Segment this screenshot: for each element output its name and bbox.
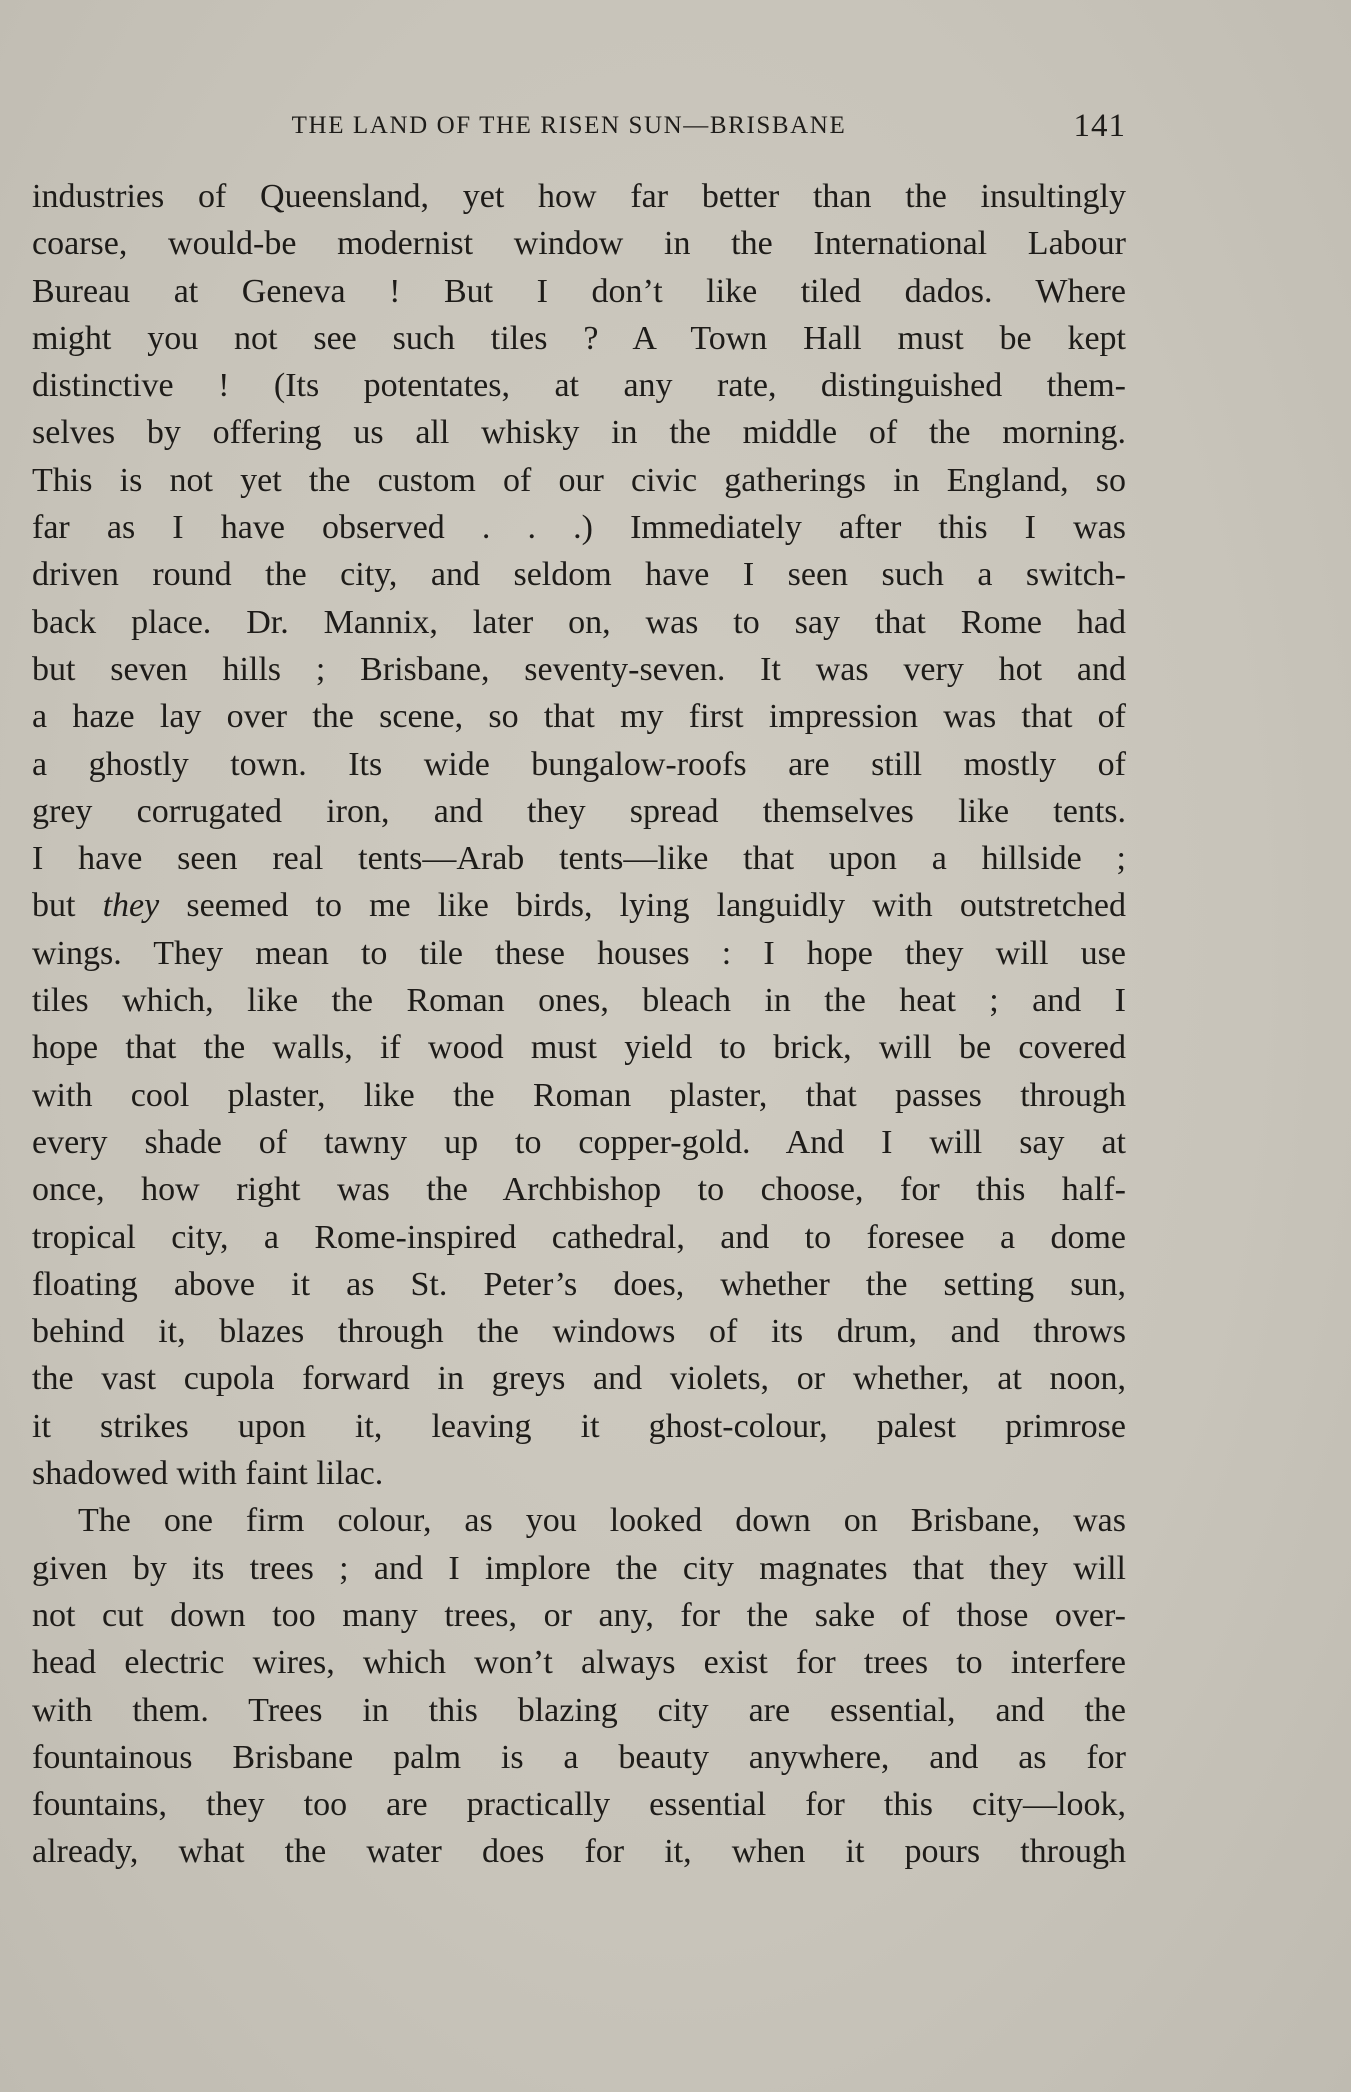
text-line: every shade of tawny up to copper-gold. And I will say at [32, 1123, 1126, 1161]
text-line: with them. Trees in this blazing city are essential, and the [32, 1691, 1126, 1729]
text-line: but seven hills ; Brisbane, seventy-seven. It was very hot and [32, 650, 1126, 688]
text-line: The one firm colour, as you looked down on Brisbane, was [78, 1502, 1126, 1540]
text-line: might you not see such tiles ? A Town Hall must be kept [32, 319, 1126, 357]
text-line: floating above it as St. Peter’s does, whether the setting sun, [32, 1265, 1126, 1303]
text-line: given by its trees ; and I implore the city magnates that they will [32, 1549, 1126, 1587]
text-line: distinctive ! (Its potentates, at any rate, distinguished them- [32, 367, 1126, 405]
text-line: it strikes upon it, leaving it ghost-colour, palest primrose [32, 1407, 1126, 1445]
text-segment: but [32, 887, 103, 925]
text-line: coarse, would-be modernist window in the International Labour [32, 225, 1126, 263]
text-line: wings. They mean to tile these houses : I hope they will use [32, 934, 1126, 972]
text-line: This is not yet the custom of our civic gatherings in England, so [32, 461, 1126, 499]
text-line: fountainous Brisbane palm is a beauty anywhere, and as for [32, 1738, 1126, 1776]
running-head [32, 108, 1126, 152]
text-line: not cut down too many trees, or any, for the sake of those over- [32, 1596, 1126, 1634]
text-line: with cool plaster, like the Roman plaster, that passes through [32, 1076, 1126, 1114]
text-line: the vast cupola forward in greys and violets, or whether, at noon, [32, 1360, 1126, 1398]
text-line: a ghostly town. Its wide bungalow-roofs are still mostly of [32, 745, 1126, 783]
text-line: industries of Queensland, yet how far better than the insultingly [32, 178, 1126, 215]
text-line: selves by offering us all whisky in the middle of the morning. [32, 414, 1126, 452]
text-line: I have seen real tents—Arab tents—like that upon a hillside ; [32, 840, 1126, 878]
italic-word: they [102, 887, 160, 925]
body-text [32, 173, 1126, 1876]
text-line: head electric wires, which won’t always exist for trees to interfere [32, 1644, 1126, 1682]
text-line: grey corrugated iron, and they spread themselves like tents. [32, 792, 1126, 830]
text-line: fountains, they too are practically essential for this city—look, [32, 1786, 1126, 1824]
text-line: hope that the walls, if wood must yield to brick, will be covered [32, 1029, 1126, 1067]
text-line: shadowed with faint lilac. [32, 1455, 384, 1493]
text-line: tropical city, a Rome-inspired cathedral, and to foresee a dome [32, 1218, 1126, 1256]
text-segment: seemed to me like birds, lying languidly with outstretched [159, 887, 1126, 925]
text-line: already, what the water does for it, when it pours through [32, 1833, 1126, 1871]
text-line: a haze lay over the scene, so that my first impression was that of [32, 698, 1126, 736]
text-line: tiles which, like the Roman ones, bleach in the heat ; and I [32, 982, 1126, 1020]
running-title: THE LAND OF THE RISEN SUN—BRISBANE [291, 112, 847, 139]
page-number: 141 [1073, 108, 1126, 144]
text-line-italic [32, 882, 1126, 929]
text-line: once, how right was the Archbishop to choose, for this half- [32, 1171, 1126, 1209]
text-line: back place. Dr. Mannix, later on, was to say that Rome had [32, 603, 1126, 641]
text-line: far as I have observed . . .) Immediately after this I was [32, 509, 1126, 547]
text-line: behind it, blazes through the windows of its drum, and throws [32, 1313, 1126, 1351]
text-line: driven round the city, and seldom have I seen such a switch- [32, 556, 1126, 594]
text-line: Bureau at Geneva ! But I don’t like tiled dados. Where [32, 272, 1126, 310]
